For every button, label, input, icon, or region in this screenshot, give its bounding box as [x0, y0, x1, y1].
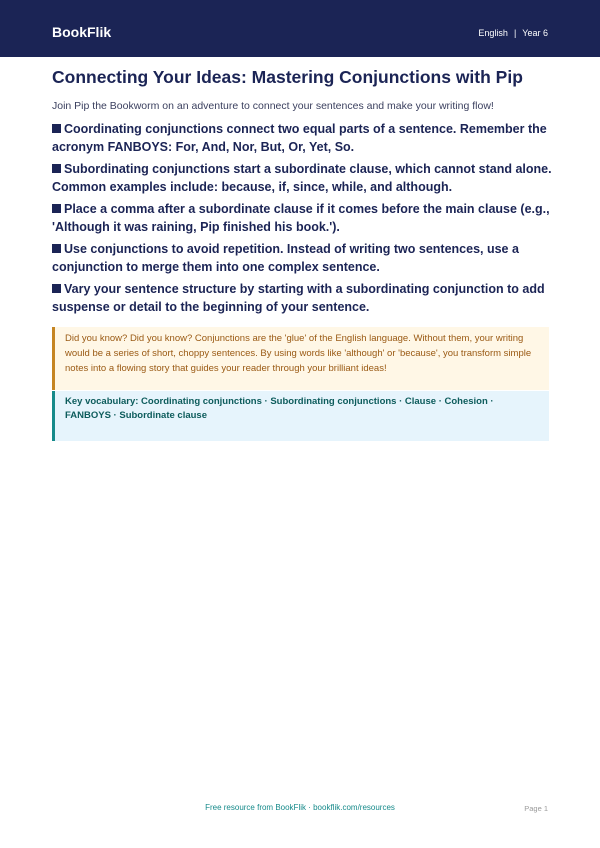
year-label: Year 6 [522, 28, 548, 38]
key-vocabulary-box [52, 391, 549, 441]
key-points-list [52, 121, 552, 321]
key-point [52, 241, 552, 276]
header-bar [0, 0, 600, 57]
brand-logo[interactable]: BookFlik [52, 24, 112, 40]
key-point [52, 121, 552, 156]
square-bullet-icon [52, 244, 61, 253]
key-point [52, 281, 552, 316]
square-bullet-icon [52, 284, 61, 293]
key-point-text: Vary your sentence structure by starting with a subordinating conjunction to add suspense or detail to the beginning of your sentence. [52, 282, 545, 314]
key-point [52, 161, 552, 196]
key-point-text: Subordinating conjunctions start a subordinate clause, which cannot stand alone. Common examples include: because, if, since, while, and although. [52, 162, 552, 194]
intro-text: Join Pip the Bookworm on an adventure to connect your sentences and make your writing flow! [52, 100, 494, 112]
key-point-text: Coordinating conjunctions connect two equal parts of a sentence. Remember the acronym FANBOYS: For, And, Nor, But, Or, Yet, So. [52, 122, 547, 154]
page-number: Page 1 [524, 804, 548, 813]
square-bullet-icon [52, 164, 61, 173]
did-you-know-box [52, 327, 549, 390]
key-vocabulary-text: Key vocabulary: Coordinating conjunctions · Subordinating conjunctions · Clause · Cohesion · FANBOYS · Subordinate clause [65, 396, 494, 421]
key-point-text: Place a comma after a subordinate clause if it comes before the main clause (e.g., 'Although it was raining, Pip finished his book.'). [52, 202, 550, 234]
page-title: Connecting Your Ideas: Mastering Conjunctions with Pip [52, 67, 523, 87]
did-you-know-text: Did you know? Did you know? Conjunctions are the 'glue' of the English language. Without them, your writing would be a series of short, choppy sentences. By using words like 'although' or 'because', you transform simple notes into a flowing story that guides your reader through your brilliant ideas! [65, 333, 532, 374]
square-bullet-icon [52, 124, 61, 133]
meta-separator: | [513, 28, 517, 38]
footer-source-link[interactable]: Free resource from BookFlik · bookflik.com/resources [205, 803, 395, 812]
subject-label: English [478, 28, 508, 38]
square-bullet-icon [52, 204, 61, 213]
header-meta [478, 27, 548, 39]
key-point [52, 201, 552, 236]
key-point-text: Use conjunctions to avoid repetition. Instead of writing two sentences, use a conjunction to merge them into one complex sentence. [52, 242, 519, 274]
